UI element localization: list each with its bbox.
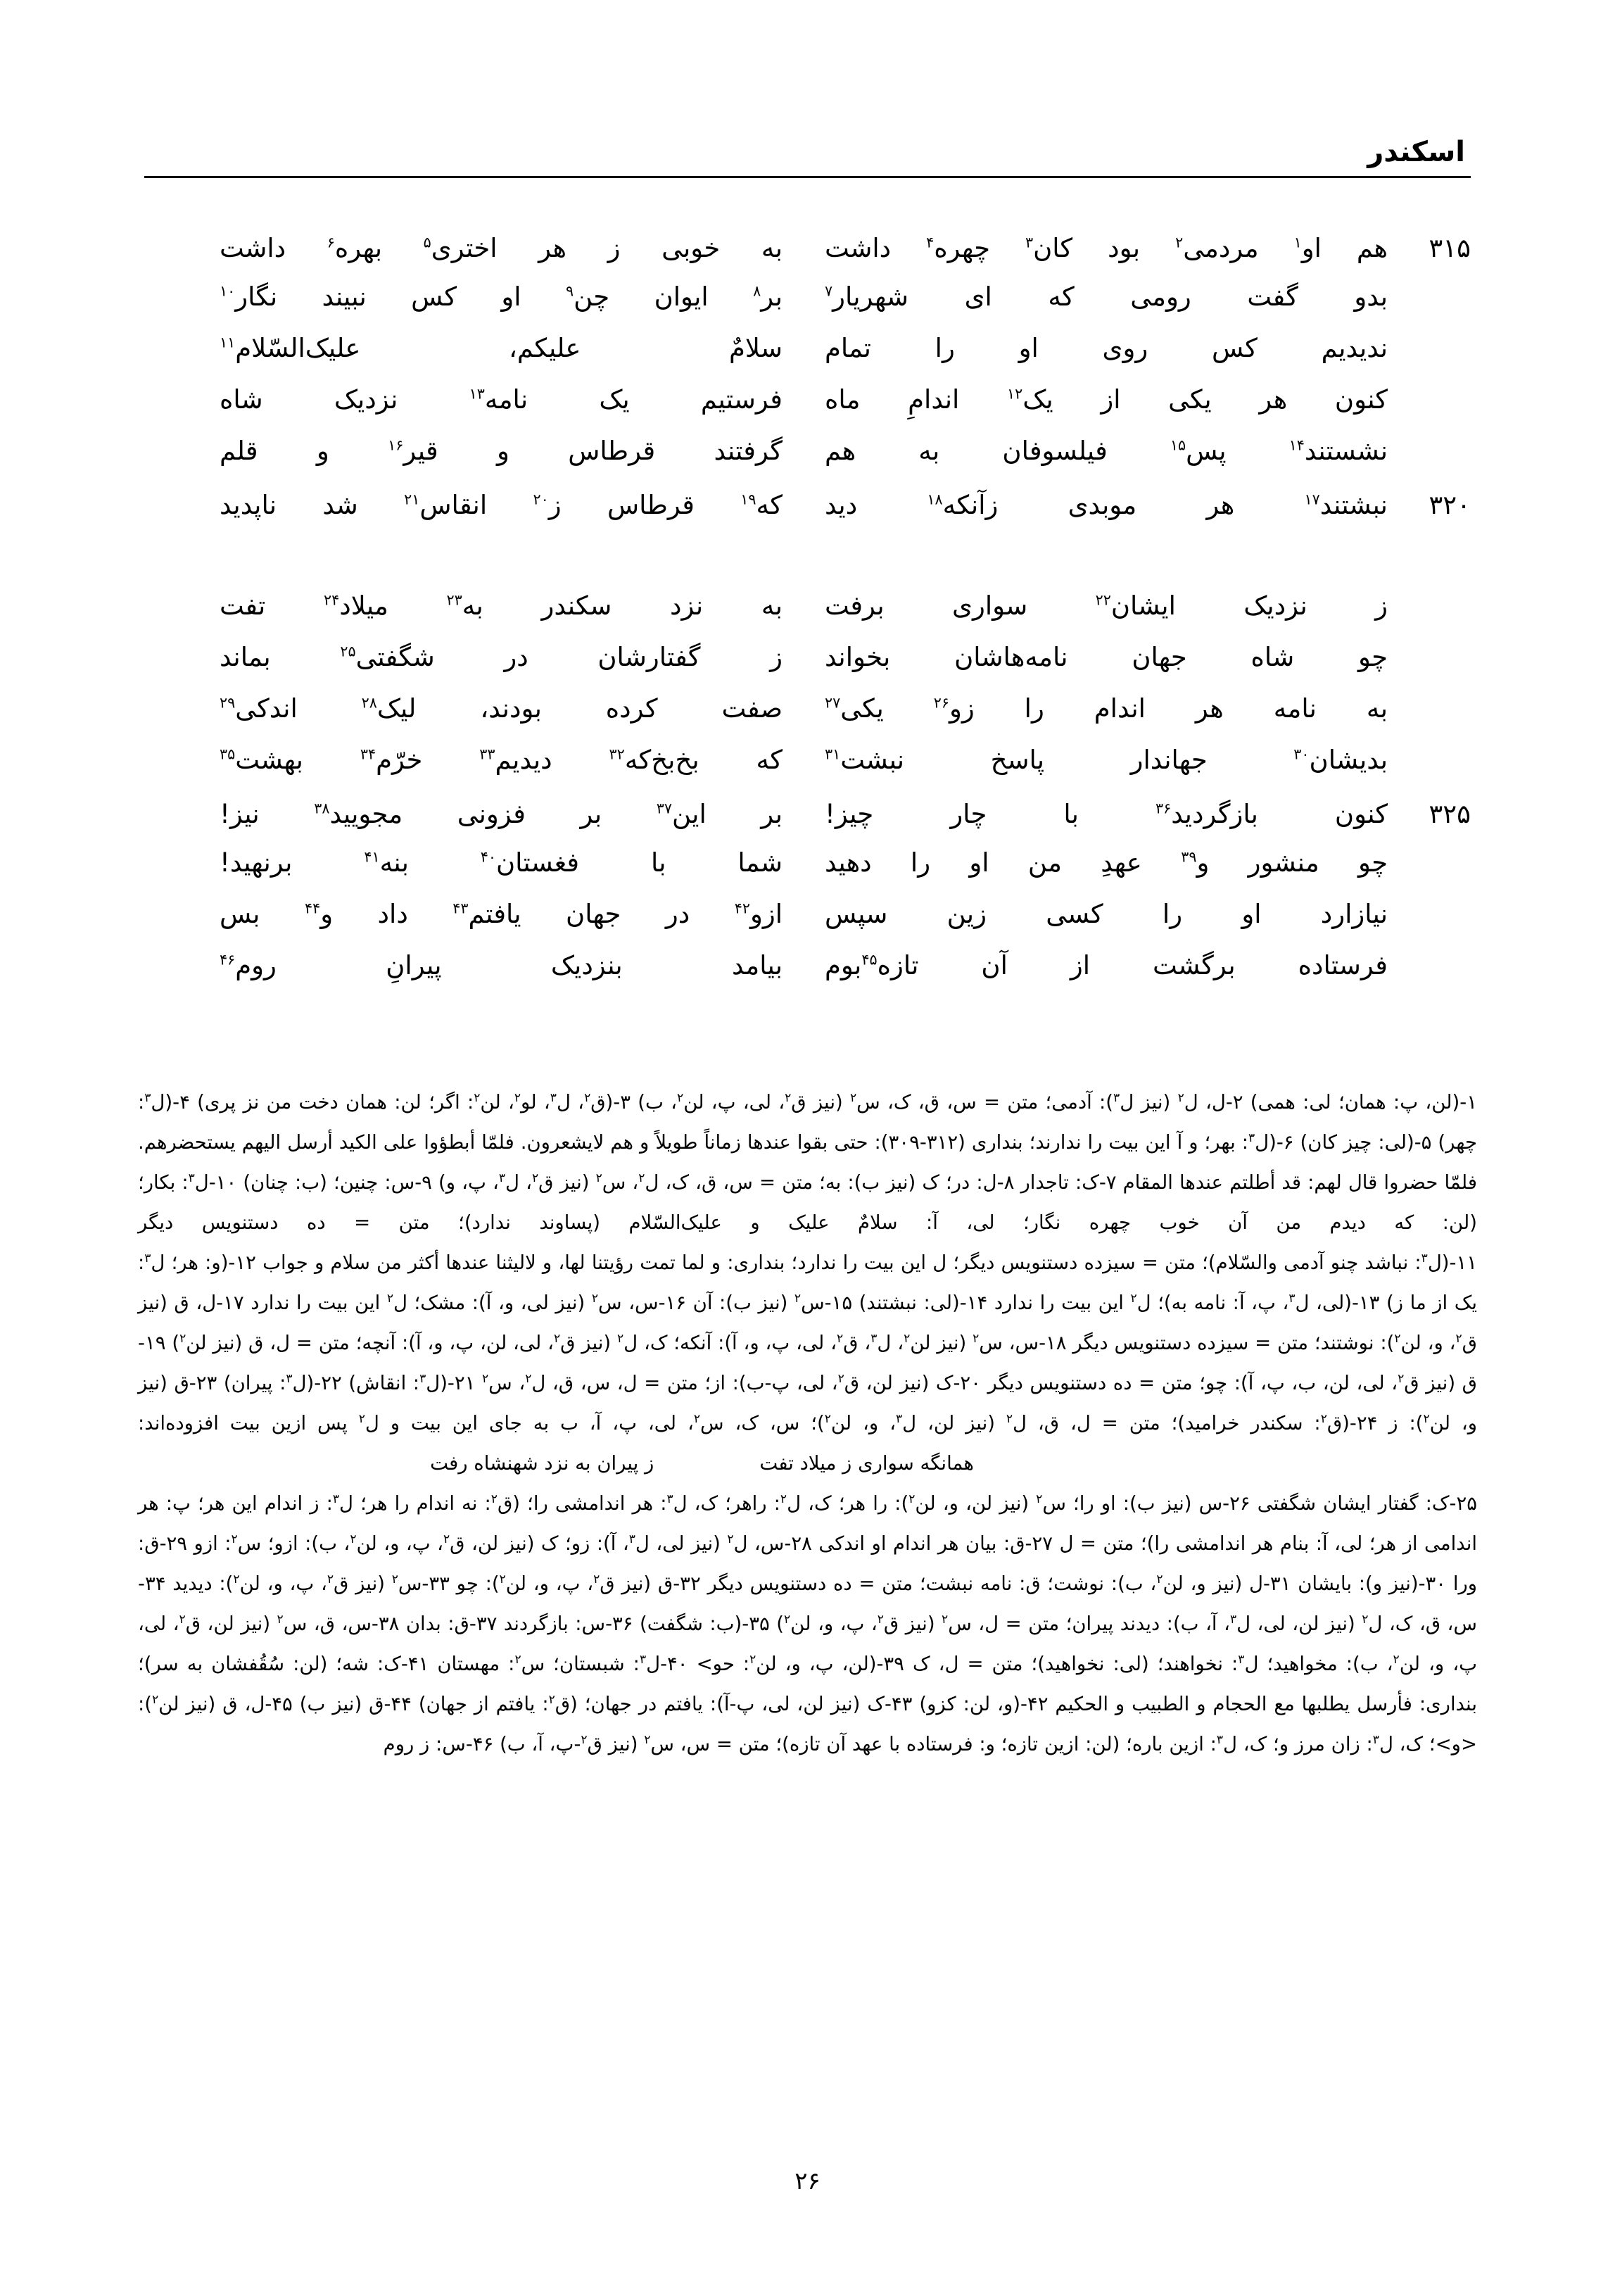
hemistich-second: به خوبی ز هر اختری$^۵$ بهره$^۶$ داشت bbox=[220, 233, 783, 263]
hemistich-second: بیامد بنزدیک پیرانِ روم$^{۴۶}$ bbox=[220, 950, 783, 980]
quoted-hemistich-first: همانگه سواری ز میلاد تفت bbox=[759, 1452, 974, 1475]
verse-number bbox=[1388, 663, 1471, 666]
verse-number bbox=[1388, 971, 1471, 974]
verse-number bbox=[1388, 869, 1471, 871]
couplet-line bbox=[144, 232, 1471, 284]
hemistich-first: به نامه هر اندام را ز‌و$^{۲۶}$ یکی$^{۲۷}$ bbox=[825, 693, 1388, 724]
running-head-area bbox=[144, 138, 1471, 178]
couplet-line bbox=[144, 901, 1471, 952]
couplet-line bbox=[144, 798, 1471, 850]
couplet-line bbox=[144, 952, 1471, 1004]
verse-block bbox=[144, 593, 1471, 1004]
hemistich-first: هم او$^۱$ مردمی$^۲$ بود کان$^۳$ چهره$^۴$ داشت bbox=[825, 233, 1388, 263]
verse-number bbox=[1388, 714, 1471, 717]
critical-apparatus bbox=[138, 1083, 1477, 1765]
apparatus-paragraph: ۱-(لن، پ: همان؛ لی: همی) ۲-ل، ل$^۲$ (نیز ل$^۳$): آدمی؛ متن = س، ق، ک، س$^۲$ (نیز ق$^۲$، لی، پ، لن$^۲$، ب) ۳-(ق$^۲$، ل$^۳$، لو$^۲$، لن$^۲$: اگر؛ لن: همان دخت من نز پری) ۴-(ل$^۳$: چهر) ۵-(لی: چیز کان) ۶-(ل$^۳$: بهر؛ و آ این بیت را ندارند؛ بنداری (۳۱۲-۳۰۹): حتی بقوا عندها زماناً طویلاً و هم لایشعرون. فلمّا أبطؤوا علی الکید أرسل الیهم یستحضرهم. فلمّا حضروا قال لهم: قد أطلتم عندها المقام ۷-ک: تاجدار ۸-ل: در؛ ک (نیز ب): به؛ متن = س، ق، ک، ل$^۲$، س$^۲$ (نیز ق$^۲$، ل$^۳$، پ، و) ۹-س: چنین؛ (ب: چنان) ۱۰-ل$^۳$: بکار؛ (لن: که دیدم من آن خوب چهره نگار؛ لی، آ: سلامٌ علیک و علیک‌السّلام (پساوند ندارد)؛ متن = ده دستنویس دیگر bbox=[138, 1090, 1477, 1234]
hemistich-first: ندیدیم کس روی او را تمام bbox=[825, 333, 1388, 363]
hemistich-first: کنون هر یکی از یک$^{۱۲}$ اندامِ ماه bbox=[825, 384, 1388, 415]
hemistich-second: فرستیم یک نامه$^{۱۳}$ نزدیک شاه bbox=[220, 384, 783, 415]
hemistich-second: به نزد سکندر به$^{۲۳}$ میلاد$^{۲۴}$ تفت bbox=[220, 591, 783, 621]
hemistich-second: شما با فغستان$^{۴۰}$ بنه$^{۴۱}$ برنهید! bbox=[220, 847, 783, 878]
apparatus-quoted-verse bbox=[138, 1444, 1477, 1484]
hemistich-first: ز نزدیک ایشان$^{۲۲}$ سواری برفت bbox=[825, 591, 1388, 621]
hemistich-first: بدو گفت رومی که ای شهریار$^۷$ bbox=[825, 282, 1388, 312]
verse-number bbox=[1388, 920, 1471, 923]
couplet-line bbox=[144, 284, 1471, 335]
hemistich-second: بر$^۸$ ایوان چن$^۹$ او کس نبیند نگار$^{۱۰}$ bbox=[220, 282, 783, 312]
verse-number bbox=[1388, 457, 1471, 460]
couplet-line bbox=[144, 489, 1471, 541]
hemistich-first: چو منشور و$^{۳۹}$ عهدِ من او را دهید bbox=[825, 847, 1388, 878]
couplet-line bbox=[144, 335, 1471, 386]
couplet-line bbox=[144, 747, 1471, 798]
verse-area bbox=[144, 232, 1471, 1056]
hemistich-first: نبشتند$^{۱۷}$ هر موبدی زآنکه$^{۱۸}$ دید bbox=[825, 490, 1388, 520]
quoted-hemistich-second: ز پیران به نزد شهنشاه رفت bbox=[430, 1452, 654, 1475]
hemistich-second: ازو$^{۴۲}$ در جهان یافتم$^{۴۳}$ داد و$^{۴۴}$ بس bbox=[220, 899, 783, 929]
couplet-line bbox=[144, 593, 1471, 644]
hemistich-first: نیازارد او را کسی زین سپس bbox=[825, 899, 1388, 929]
hemistich-second: صفت کرده بودند، لیک$^{۲۸}$ اندکی$^{۲۹}$ bbox=[220, 693, 783, 724]
hemistich-second: سلامٌ علیکم، علیک‌السّلام$^{۱۱}$ bbox=[220, 333, 783, 363]
hemistich-second: که$^{۱۹}$ قرطاس ز$^{۲۰}$ انقاس$^{۲۱}$ شد ناپدید bbox=[220, 490, 783, 520]
verse-number: ۳۱۵ bbox=[1429, 233, 1471, 263]
hemistich-second: ز گفتارشان در شگفتی$^{۲۵}$ بماند bbox=[220, 642, 783, 672]
hemistich-first: چو شاه جهان نامه‌هاشان بخواند bbox=[825, 642, 1388, 672]
verse-number bbox=[1388, 612, 1471, 614]
hemistich-second: گرفتند قرطاس و قیر$^{۱۶}$ و قلم bbox=[220, 436, 783, 466]
couplet-line bbox=[144, 847, 1471, 901]
verse-number: ۳۲۰ bbox=[1429, 490, 1471, 520]
couplet-line bbox=[144, 386, 1471, 438]
folio-number: ۲۶ bbox=[794, 2167, 821, 2195]
apparatus-paragraph: ۲۵-ک: گفتار ایشان شگفتی ۲۶-س (نیز ب): او را؛ س$^۲$ (نیز لن، و، لن$^۲$): را هر؛ ک، ل$^۲$: راهر؛ ک، ل$^۳$: هر اندامشی را؛ (ق$^۲$: نه اندام را هر؛ ل$^۳$: ز اندام این هر؛ پ: هر اندامی از هر؛ لی، آ: بنام هر اندامشی را)؛ متن = ل ۲۷-ق: بیان هر اندام او اندکی ۲۸-س، ل$^۲$ (نیز لی، ل$^۳$، آ): زو؛ ک (نیز لن، ق$^۲$، پ، و، لن$^۲$، ب): ازو؛ س$^۲$: ازو ۲۹-ق: ورا ۳۰-(نیز و): بایشان ۳۱-ل (نیز و، لن$^۲$، ب): نوشت؛ ق: نامه نبشت؛ متن = ده دستنویس دیگر ۳۲-ق (نیز ق$^۲$، پ، و، لن$^۲$): چو ۳۳-س$^۲$ (نیز ق$^۲$، پ، و، لن$^۲$): دیدید ۳۴-س، ق، ک، ل$^۲$ (نیز لن، لی، ل$^۳$، آ، ب): دیدند پیران؛ متن = ل، س$^۲$ (نیز ق$^۲$، پ، و، لن$^۲$) ۳۵-(ب: شگفت) ۳۶-س: بازگردند ۳۷-ق: بدان ۳۸-س، ق، س$^۲$ (نیز لن، ق$^۲$، لی، پ، و، لن$^۲$، ب): مخواهید؛ ل$^۳$: نخواهند؛ (لی: نخواهید)؛ متن = ل، ک ۳۹-(لن، پ، و، لن$^۲$: حو> ۴۰-ل$^۳$: شبستان؛ س$^۲$: مهستان ۴۱-ک: شه؛ (لن: سُقُفشان به سر)؛ بنداری: فأرسل یطلبها مع الحجام و الطبیب و الحکیم ۴۲-(و، لن: کزو) ۴۳-ک (نیز لن، لی، پ-آ): یافتم در جهان؛ (ق$^۲$: یافتم از جهان) ۴۴-ق (نیز ب) ۴۵-ل، ق (نیز لن$^۲$): <و>؛ ک، ل$^۳$: زان مرز و؛ ک، ل$^۳$: ازین باره؛ (لن: ازین تازه؛ و: فرستاده با عهد آن تازه)؛ متن = س، س$^۲$ (نیز ق$^۲$-پ، آ، ب) ۴۶-س: ز روم bbox=[138, 1491, 1478, 1755]
verse-number: ۳۲۵ bbox=[1429, 799, 1471, 829]
couplet-line bbox=[144, 644, 1471, 695]
hemistich-first: کنون بازگردید$^{۳۶}$ با چار چیز! bbox=[825, 799, 1388, 829]
verse-number bbox=[1388, 303, 1471, 305]
running-head-title: اسکندر bbox=[1367, 136, 1465, 168]
verse-number bbox=[1388, 766, 1471, 769]
hemistich-first: بدیشان$^{۳۰}$ جهاندار پاسخ نبشت$^{۳۱}$ bbox=[825, 745, 1388, 775]
couplet-line bbox=[144, 695, 1471, 747]
couplet-line bbox=[144, 438, 1471, 489]
hemistich-first: فرستاده برگشت از آن تازه$^{۴۵}$بوم bbox=[825, 950, 1388, 980]
verse-number bbox=[1388, 405, 1471, 408]
verse-block bbox=[144, 232, 1471, 541]
running-head-rule bbox=[144, 176, 1471, 178]
hemistich-first: نشستند$^{۱۴}$ پس$^{۱۵}$ فیلسوفان به هم bbox=[825, 436, 1388, 466]
apparatus-paragraph: ۱۱-(ل$^۳$: نباشد چنو آدمی والسّلام)؛ متن = سیزده دستنویس دیگر؛ ل این بیت را ندارد؛ بنداری: و لما تمت رؤیتنا لها، و لالیثنا عندها أکثر من سلام و جواب ۱۲-(و: هر؛ ل$^۳$: یک از ما ز) ۱۳-(لی، ل$^۳$، پ، آ: نامه به)؛ ل$^۲$ این بیت را ندارد ۱۴-(لی: نبشتند) ۱۵-س$^۲$ (نیز ب): آن ۱۶-س، س$^۲$ (نیز لی، و، آ): مشک؛ ل$^۲$ این بیت را ندارد ۱۷-ل، ق (نیز ق$^۲$، و، لن$^۲$): نوشتند؛ متن = سیزده دستنویس دیگر ۱۸-س، س$^۲$ (نیز لن$^۲$، ل$^۳$، ق$^۲$، لی، پ، و، آ): آنکه؛ ک، ل$^۲$ (نیز ق$^۲$، لی، لن، پ، و، آ): آنچه؛ متن = ل، ق (نیز لن$^۲$) ۱۹-ق (نیز ق$^۲$، لی، لن، ب، پ، آ): چو؛ متن = ده دستنویس دیگر ۲۰-ک (نیز لن، ق$^۲$، لی، پ-ب): از؛ متن = ل، س، ق، ل$^۲$، س$^۲$ ۲۱-(ل$^۳$: انقاش) ۲۲-(ل$^۳$: پیران) ۲۳-ق (نیز و، لن$^۲$): ز ۲۴-(ق$^۲$: سکندر خرامید)؛ متن = ل، ق، ل$^۲$ (نیز لن، ل$^۳$، و، لن$^۲$)؛ س، ک، س$^۲$، لی، پ، آ، ب به جای این بیت و ل$^۲$ پس ازین بیت افزوده‌اند: bbox=[138, 1251, 1478, 1434]
hemistich-second: بر این$^{۳۷}$ بر فزونی مجویید$^{۳۸}$ نیز! bbox=[220, 799, 783, 829]
hemistich-second: که بخ‌بخ‌که$^{۳۲}$ دیدیم$^{۳۳}$ خرّم$^{۳۴}$ بهشت$^{۳۵}$ bbox=[220, 745, 783, 775]
verse-number bbox=[1388, 354, 1471, 357]
